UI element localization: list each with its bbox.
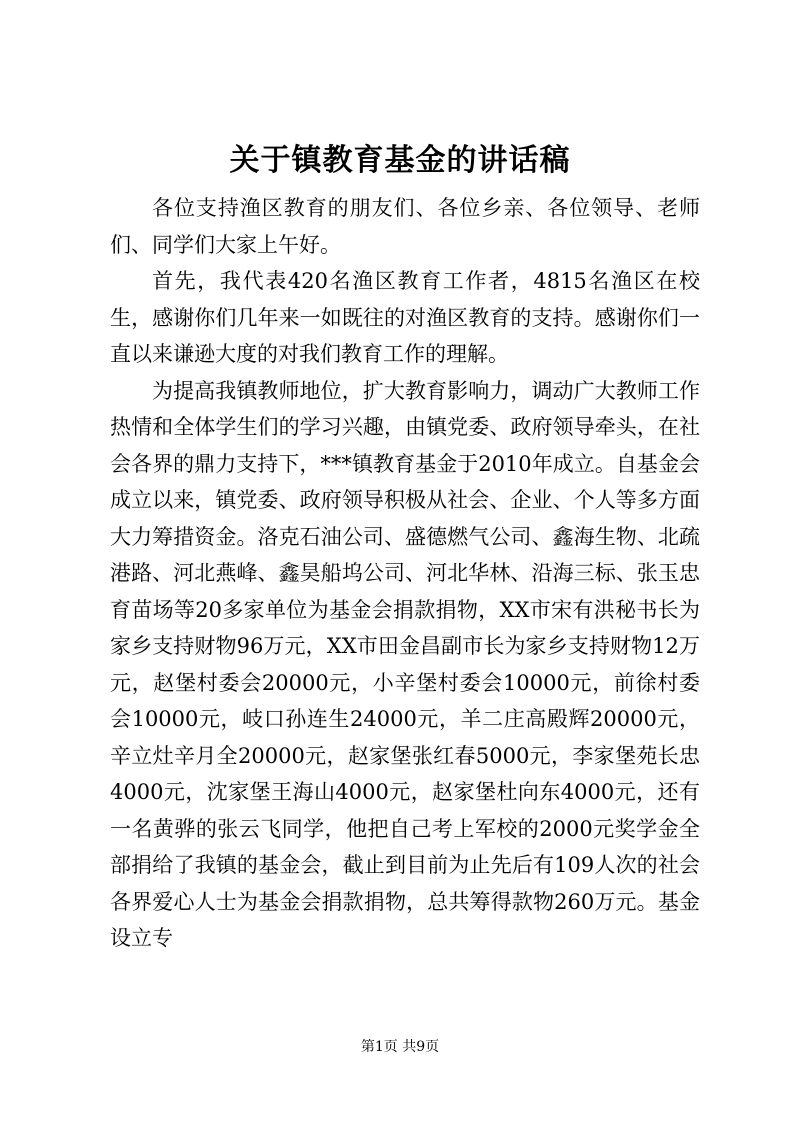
document-body	[110, 190, 700, 957]
paragraph-thanks: 首先，我代表420名渔区教育工作者，4815名渔区在校生，感谢你们几年来一如既往的对渔区教育的支持。感谢你们一直以来谦逊大度的对我们教育工作的理解。	[110, 269, 700, 366]
page-number-footer: 第1页 共9页	[360, 1039, 440, 1055]
document-title: 关于镇教育基金的讲话稿	[229, 143, 571, 178]
paragraph-greeting: 各位支持渔区教育的朋友们、各位乡亲、各位领导、老师们、同学们大家上午好。	[110, 196, 700, 257]
paragraph-fund-history: 为提高我镇教师地位，扩大教育影响力，调动广大教师工作热情和全体学生们的学习兴趣，由镇党委、政府领导牵头，在社会各界的鼎力支持下，***镇教育基金于2010年成立。自基金会成立以来，镇党委、政府领导积极从社会、企业、个人等多方面大力筹措资金。洛克石油公司、盛德燃气公司、鑫海生物、北疏港路、河北燕峰、鑫昊船坞公司、河北华林、沿海三标、张玉忠育苗场等20多家单位为基金会捐款捐物，XX市宋有洪秘书长为家乡支持财物96万元，XX市田金昌副市长为家乡支持财物12万元，赵堡村委会20000元，小辛堡村委会10000元，前徐村委会10000元，岐口孙连生24000元，羊二庄高殿辉20000元，辛立灶辛月全20000元，赵家堡张红春5000元，李家堡苑长忠4000元，沈家堡王海山4000元，赵家堡杜向东4000元，还有一名黄骅的张云飞同学，他把自己考上军校的2000元奖学金全部捐给了我镇的基金会，截止到目前为止先后有109人次的社会各界爱心人士为基金会捐款捐物，总共筹得款物260万元。基金设立专	[110, 378, 700, 950]
